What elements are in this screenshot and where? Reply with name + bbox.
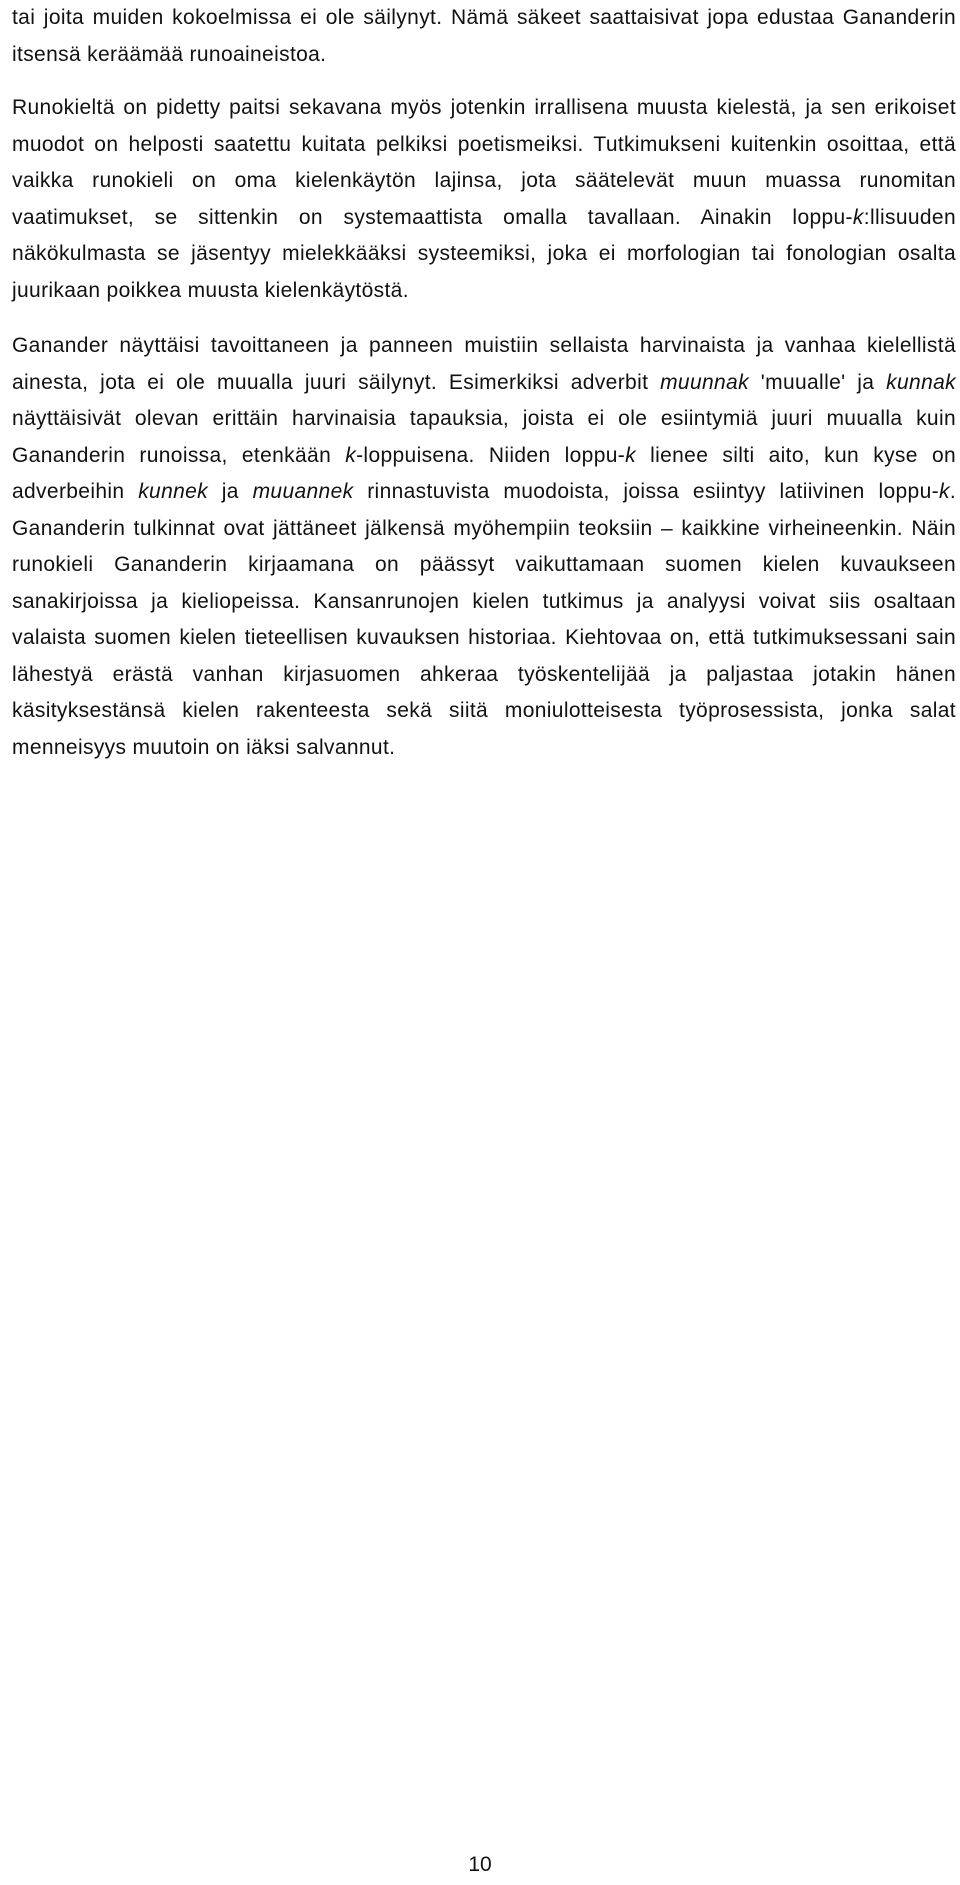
italic-term: kunnek	[138, 480, 209, 503]
paragraph-1	[12, 0, 956, 73]
paragraph-text: -loppuisena. Niiden loppu-	[356, 443, 626, 467]
italic-term: muunnak	[660, 370, 749, 394]
italic-term: kunnak	[886, 370, 956, 394]
italic-term: muuannek	[252, 480, 354, 503]
paragraph-text: Ganander näyttäisi tavoittaneen ja panneen muistiin sellaista harvinaista ja vanhaa kielellistä ainesta, jota ei ole muualla juuri säilynyt. Esimerkiksi adverbit	[12, 334, 956, 394]
document-page	[12, 0, 956, 766]
paragraph-3	[12, 328, 956, 766]
italic-term: k	[345, 443, 357, 467]
italic-term: k	[852, 205, 864, 229]
italic-term: k	[625, 443, 636, 467]
paragraph-text: rinnastuvista muodoista, joissa esiintyy latiivinen loppu-	[353, 480, 939, 503]
page-number: 10	[468, 1853, 492, 1876]
paragraph-text: . Gananderin tulkinnat ovat jättäneet jälkensä myöhempiin teoksiin – kaikkine virheineenkin. Näin runokieli Gananderin kirjaamana on päässyt vaikuttamaan suomen kielen kuvaukseen sanakirjoissa ja kieliopeissa. Kansanrunojen kielen tutkimus ja analyysi voivat siis osaltaan valaista suomen kielen tieteellisen kuvauksen historiaa. Kiehtovaa on, että tutkimuksessani sain lähestyä erästä vanhan kirjasuomen ahkeraa työskentelijää ja paljastaa jotakin hänen käsityksestänsä kielen rakenteesta sekä siitä moniulotteisesta työprosessista, jonka salat menneisyys muutoin on iäksi salvannut.	[12, 480, 956, 759]
paragraph-text: 'muualle' ja	[748, 370, 887, 394]
paragraph-text: ja	[208, 480, 253, 503]
paragraph-text: :llisuuden näkökulmasta se jäsentyy mielekkääksi systeemiksi, joka ei morfologian tai fonologian osalta juurikaan poikkea muusta kielenkäytöstä.	[12, 205, 956, 302]
italic-term: k	[938, 480, 950, 503]
paragraph-2	[12, 90, 956, 309]
paragraph-text: näyttäisivät olevan erittäin harvinaisia tapauksia, joista ei ole esiintymiä juuri muualla kuin Gananderin runoissa, etenkään	[12, 407, 956, 467]
paragraph-text: lienee silti aito, kun kyse on adverbeihin	[12, 443, 956, 503]
paragraph-text: Runokieltä on pidetty paitsi sekavana myös jotenkin irrallisena muusta kielestä, ja sen erikoiset muodot on helposti saatettu kuitata pelkiksi poetismeiksi. Tutkimukseni kuitenkin osoittaa, että vaikka runokieli on oma kielenkäytön lajinsa, jota säätelevät muun muassa runomitan vaatimukset, se sittenkin on systemaattista omalla tavallaan. Ainakin loppu-	[12, 96, 956, 229]
paragraph-text: tai joita muiden kokoelmissa ei ole säilynyt. Nämä säkeet saattaisivat jopa edustaa Gananderin itsensä keräämää runoaineistoa.	[12, 6, 956, 66]
